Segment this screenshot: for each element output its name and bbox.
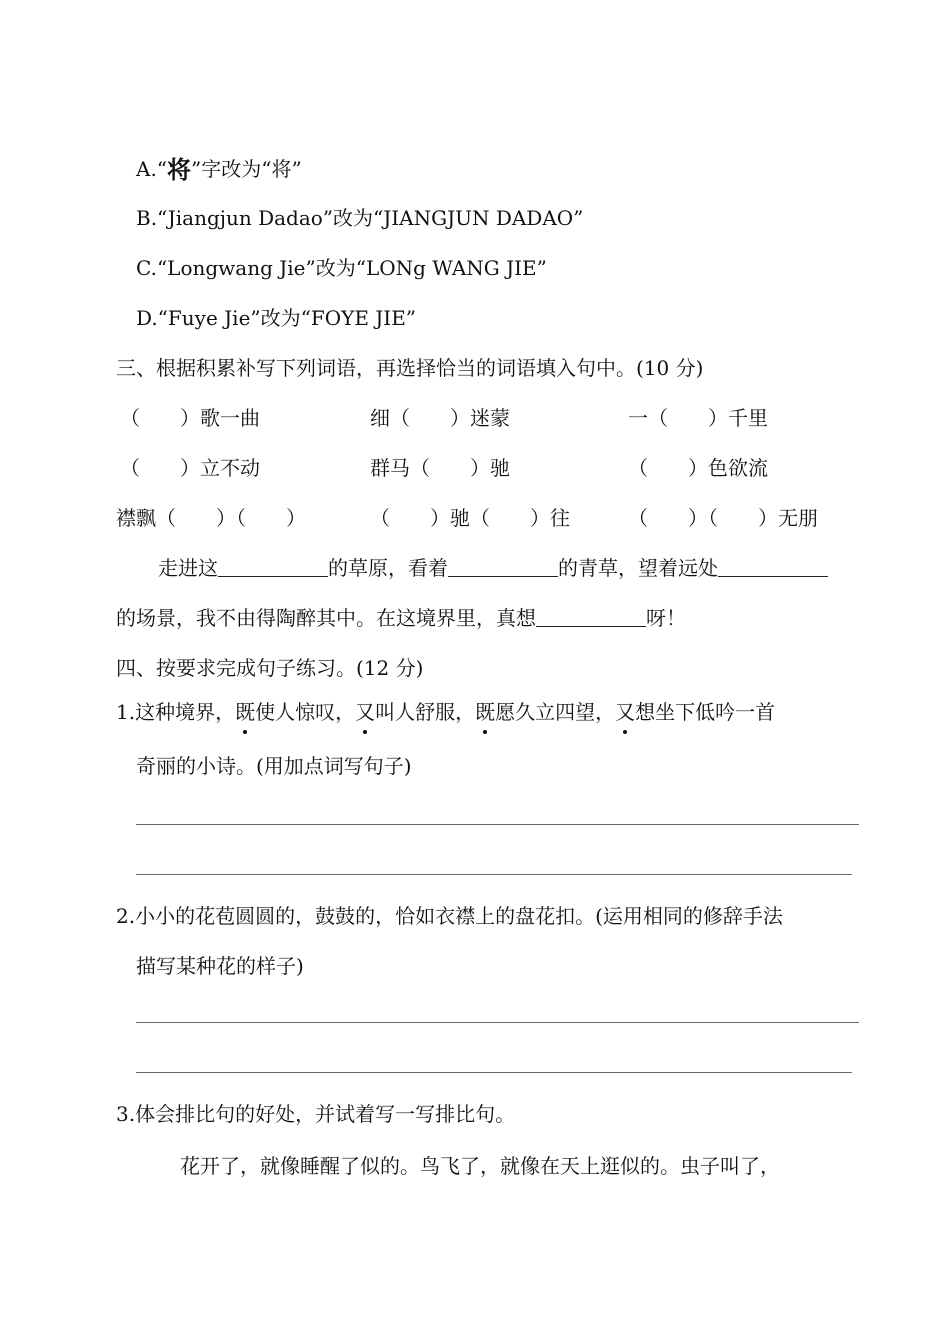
- sentence-part: 的场景，我不由得陶醉其中。在这境界里，真想: [116, 606, 536, 630]
- sentence-part: 的草原，看着: [328, 556, 448, 580]
- q1-dotted-word: 既: [475, 700, 496, 724]
- q1-dotted-word: 既: [235, 700, 256, 724]
- q1-text: 1.这种境界，: [116, 700, 236, 724]
- word-blank: （ ）歌一曲: [120, 406, 260, 430]
- word-blank: 细（ ）迷蒙: [370, 406, 510, 430]
- section4-title: 四、按要求完成句子练习。(12 分): [116, 656, 424, 680]
- answer-line[interactable]: [136, 1072, 852, 1073]
- option-d: D.“Fuye Jie”改为“FOYE JIE”: [136, 306, 417, 330]
- answer-line[interactable]: [136, 1022, 859, 1023]
- q2-line2: 描写某种花的样子): [136, 954, 304, 978]
- sentence-part: 的青草，望着远处: [558, 556, 718, 580]
- q1-dotted-word: 又: [615, 700, 636, 724]
- sentence-part: 走进这: [158, 556, 218, 580]
- word-blank: 群马（ ）驰: [370, 456, 510, 480]
- q2-line1: 2.小小的花苞圆圆的，鼓鼓的，恰如衣襟上的盘花扣。(运用相同的修辞手法: [116, 904, 783, 928]
- q1-text: 愿久立四望，: [495, 700, 616, 724]
- q1-text: 叫人舒服，: [375, 700, 476, 724]
- option-a-prefix: A.“: [136, 157, 168, 181]
- option-c: C.“Longwang Jie”改为“LONg WANG JIE”: [136, 256, 547, 280]
- option-a: [136, 154, 302, 183]
- word-blank: （ ）色欲流: [628, 456, 768, 480]
- sentence-part: 呀！: [646, 606, 686, 630]
- fill-blank[interactable]: [718, 556, 828, 577]
- option-a-highlight-char: 将: [167, 155, 192, 184]
- q1-line2: 奇丽的小诗。(用加点词写句子): [136, 754, 412, 778]
- word-blank: 一（ ）千里: [628, 406, 768, 430]
- word-blank: （ ）立不动: [120, 456, 260, 480]
- fill-blank[interactable]: [218, 556, 328, 577]
- option-a-suffix: ”字改为“将”: [191, 157, 302, 181]
- fill-sentence-line1: [158, 554, 828, 582]
- fill-blank[interactable]: [448, 556, 558, 577]
- q1-text: 使人惊叹，: [255, 700, 356, 724]
- answer-line[interactable]: [136, 824, 859, 825]
- q1-text: 想坐下低吟一首: [635, 700, 776, 724]
- word-blank: 襟飘（ ）（ ）: [116, 506, 306, 530]
- fill-blank[interactable]: [536, 606, 646, 627]
- q3-example: 花开了，就像睡醒了似的。鸟飞了，就像在天上逛似的。虫子叫了，: [180, 1154, 780, 1178]
- q1-line1: [116, 698, 775, 726]
- answer-line[interactable]: [136, 874, 852, 875]
- word-blank: （ ）驰（ ）往: [370, 506, 570, 530]
- section3-title: 三、根据积累补写下列词语，再选择恰当的词语填入句中。(10 分): [116, 356, 704, 380]
- option-b: B.“Jiangjun Dadao”改为“JIANGJUN DADAO”: [136, 206, 584, 230]
- q3-line1: 3.体会排比句的好处，并试着写一写排比句。: [116, 1102, 516, 1126]
- q1-dotted-word: 又: [355, 700, 376, 724]
- fill-sentence-line2: [116, 604, 686, 632]
- word-blank: （ ）（ ）无朋: [628, 506, 818, 530]
